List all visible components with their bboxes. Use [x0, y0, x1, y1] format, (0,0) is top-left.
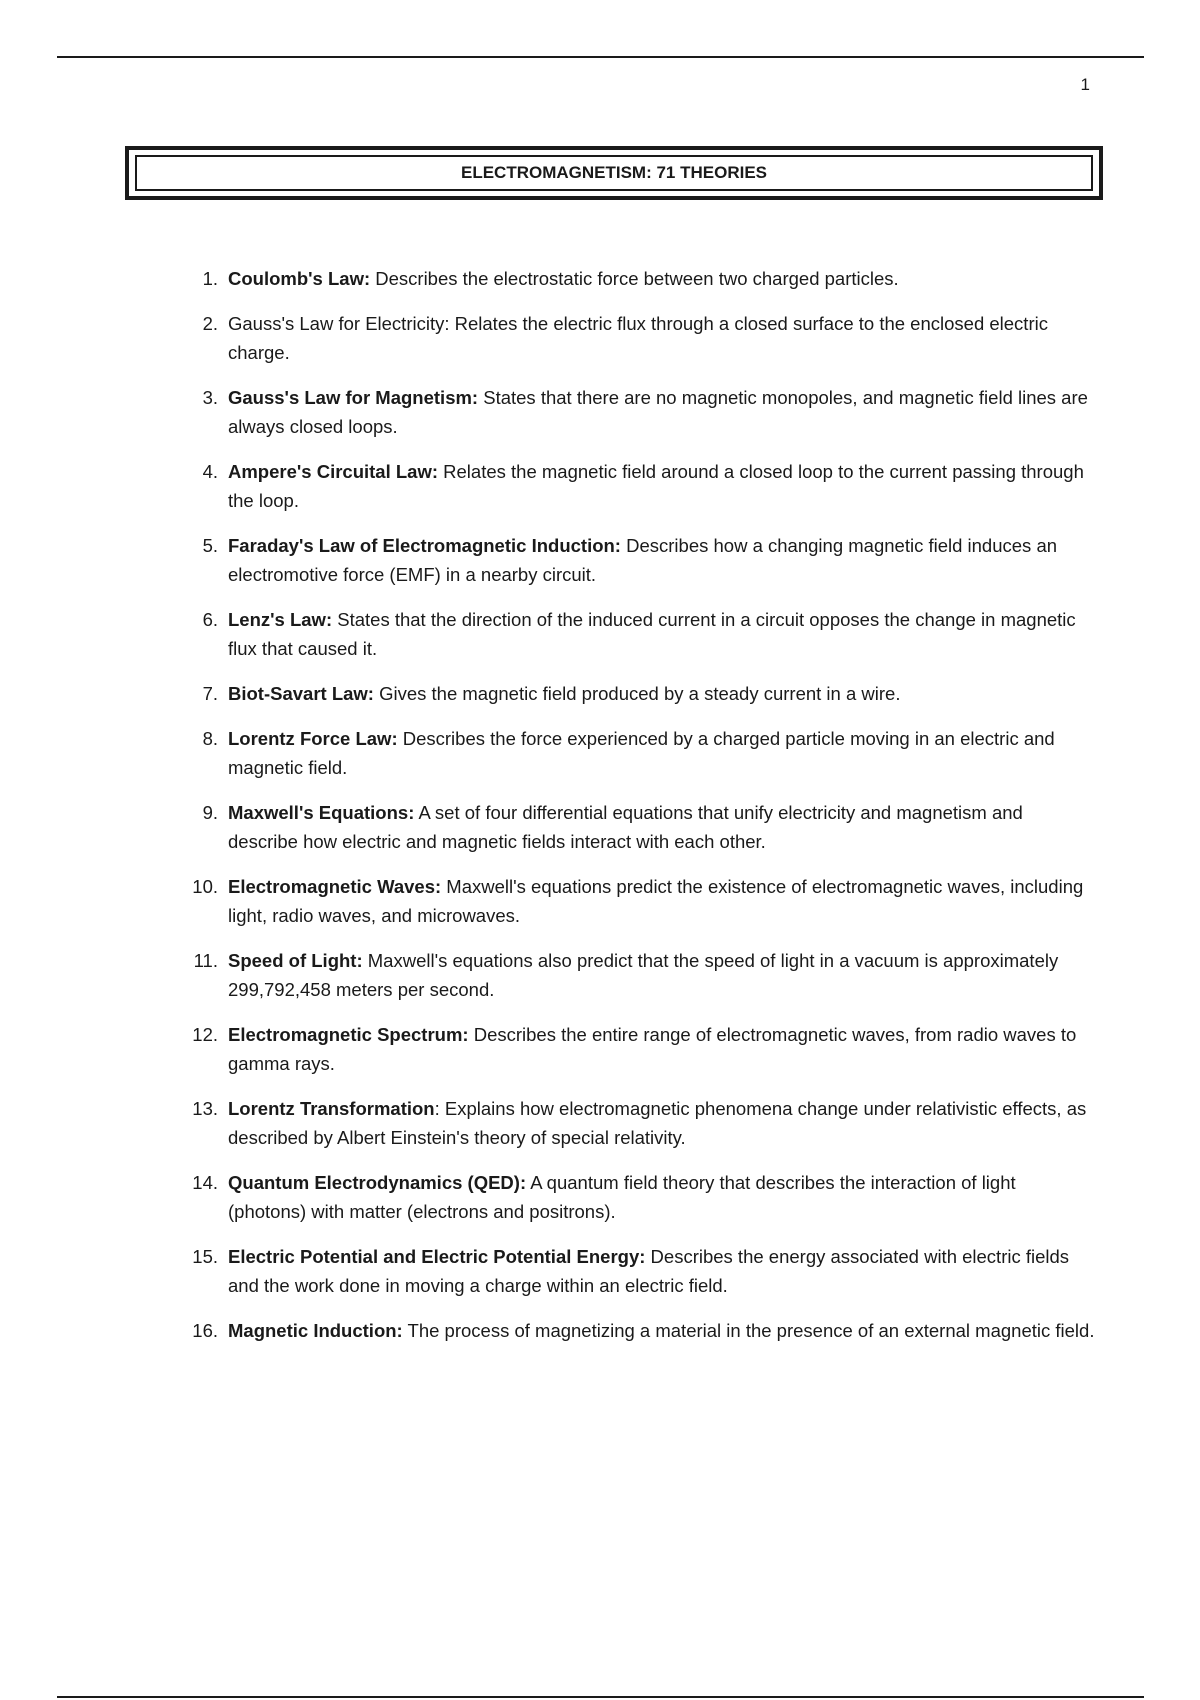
item-description: Maxwell's equations also predict that the speed of light in a vacuum is approximately 299,792,458 meters per second.: [228, 950, 1059, 1000]
item-text: [228, 798, 1096, 856]
item-number: 11.: [193, 950, 218, 971]
item-term: Coulomb's Law:: [228, 268, 371, 289]
item-description: States that there are no magnetic monopoles, and magnetic field lines are always closed loops.: [228, 387, 1088, 437]
list-item: [176, 383, 1096, 441]
list-item: [176, 1316, 1096, 1345]
item-term: Speed of Light:: [228, 950, 363, 971]
item-term: Electromagnetic Waves:: [228, 876, 442, 897]
item-description: Describes the electrostatic force between two charged particles.: [370, 268, 899, 289]
item-text: [228, 531, 1096, 589]
item-description: Describes how a changing magnetic field induces an electromotive force (EMF) in a nearby circuit.: [228, 535, 1058, 585]
item-description: Describes the force experienced by a charged particle moving in an electric and magnetic field.: [228, 728, 1055, 778]
list-item: [176, 457, 1096, 515]
item-number: 9.: [202, 802, 218, 823]
item-number: 6.: [202, 609, 218, 630]
item-number: 15.: [192, 1246, 218, 1267]
item-term: Faraday's Law of Electromagnetic Induction:: [228, 535, 621, 556]
item-term: Quantum Electrodynamics (QED):: [228, 1172, 527, 1193]
item-number: 14.: [192, 1172, 218, 1193]
item-description: : Explains how electromagnetic phenomena change under relativistic effects, as described by Albert Einstein's theory of special relativity.: [228, 1098, 1087, 1148]
item-number: 7.: [202, 683, 218, 704]
item-term: Lorentz Transformation: [228, 1098, 435, 1119]
item-text: [228, 264, 1096, 293]
item-description: Relates the magnetic field around a closed loop to the current passing through the loop.: [228, 461, 1084, 511]
item-term: Gauss's Law for Magnetism:: [228, 387, 479, 408]
item-description: Describes the entire range of electromagnetic waves, from radio waves to gamma rays.: [228, 1024, 1077, 1074]
item-text: [228, 605, 1096, 663]
item-number: 10.: [192, 876, 218, 897]
list-item: [176, 872, 1096, 930]
item-term: Lenz's Law:: [228, 609, 333, 630]
item-text: [228, 309, 1096, 367]
item-text: [228, 1242, 1096, 1300]
item-description: A quantum field theory that describes the interaction of light (photons) with matter (electrons and positrons).: [228, 1172, 1016, 1222]
item-text: [228, 724, 1096, 782]
title-box: [125, 146, 1103, 200]
item-term: Maxwell's Equations:: [228, 802, 415, 823]
item-text: [228, 872, 1096, 930]
item-term: Biot-Savart Law:: [228, 683, 374, 704]
list-item: [176, 1168, 1096, 1226]
item-number: 1.: [202, 268, 218, 289]
item-number: 3.: [202, 387, 218, 408]
item-term: Ampere's Circuital Law:: [228, 461, 439, 482]
item-description: Describes the energy associated with electric fields and the work done in moving a charge within an electric field.: [228, 1246, 1070, 1296]
item-text: [228, 679, 1096, 708]
list-item: [176, 724, 1096, 782]
item-text: [228, 1020, 1096, 1078]
list-item: [176, 946, 1096, 1004]
list-item: [176, 1094, 1096, 1152]
item-text: [228, 1094, 1096, 1152]
item-number: 2.: [202, 313, 218, 334]
list-item: [176, 679, 1096, 708]
footer-rule: [57, 1696, 1144, 1698]
item-term: Electric Potential and Electric Potential Energy:: [228, 1246, 646, 1267]
item-text: [228, 1168, 1096, 1226]
theory-list: [176, 264, 1096, 1361]
item-number: 4.: [202, 461, 218, 482]
item-description: Maxwell's equations predict the existence of electromagnetic waves, including light, radio waves, and microwaves.: [228, 876, 1084, 926]
header-rule: [57, 56, 1144, 58]
item-number: 16.: [192, 1320, 218, 1341]
item-text: [228, 457, 1096, 515]
item-number: 13.: [192, 1098, 218, 1119]
list-item: [176, 531, 1096, 589]
item-text: [228, 946, 1096, 1004]
list-item: [176, 1242, 1096, 1300]
item-text: [228, 1316, 1096, 1345]
item-description: A set of four differential equations that unify electricity and magnetism and describe how electric and magnetic fields interact with each other.: [228, 802, 1023, 852]
item-number: 5.: [202, 535, 218, 556]
item-number: 12.: [192, 1024, 218, 1045]
item-term: Lorentz Force Law:: [228, 728, 398, 749]
list-item: [176, 309, 1096, 367]
item-description: Gauss's Law for Electricity: Relates the electric flux through a closed surface to the enclosed electric charge.: [228, 313, 1048, 363]
item-description: Gives the magnetic field produced by a steady current in a wire.: [373, 683, 901, 704]
item-term: Electromagnetic Spectrum:: [228, 1024, 469, 1045]
item-text: [228, 383, 1096, 441]
list-item: [176, 798, 1096, 856]
page-title: ELECTROMAGNETISM: 71 THEORIES: [135, 155, 1093, 191]
page-number: 1: [1080, 75, 1090, 94]
list-item: [176, 264, 1096, 293]
item-description: States that the direction of the induced current in a circuit opposes the change in magnetic flux that caused it.: [228, 609, 1076, 659]
item-number: 8.: [202, 728, 218, 749]
list-item: [176, 605, 1096, 663]
list-item: [176, 1020, 1096, 1078]
item-term: Magnetic Induction:: [228, 1320, 403, 1341]
item-description: The process of magnetizing a material in the presence of an external magnetic field.: [402, 1320, 1095, 1341]
